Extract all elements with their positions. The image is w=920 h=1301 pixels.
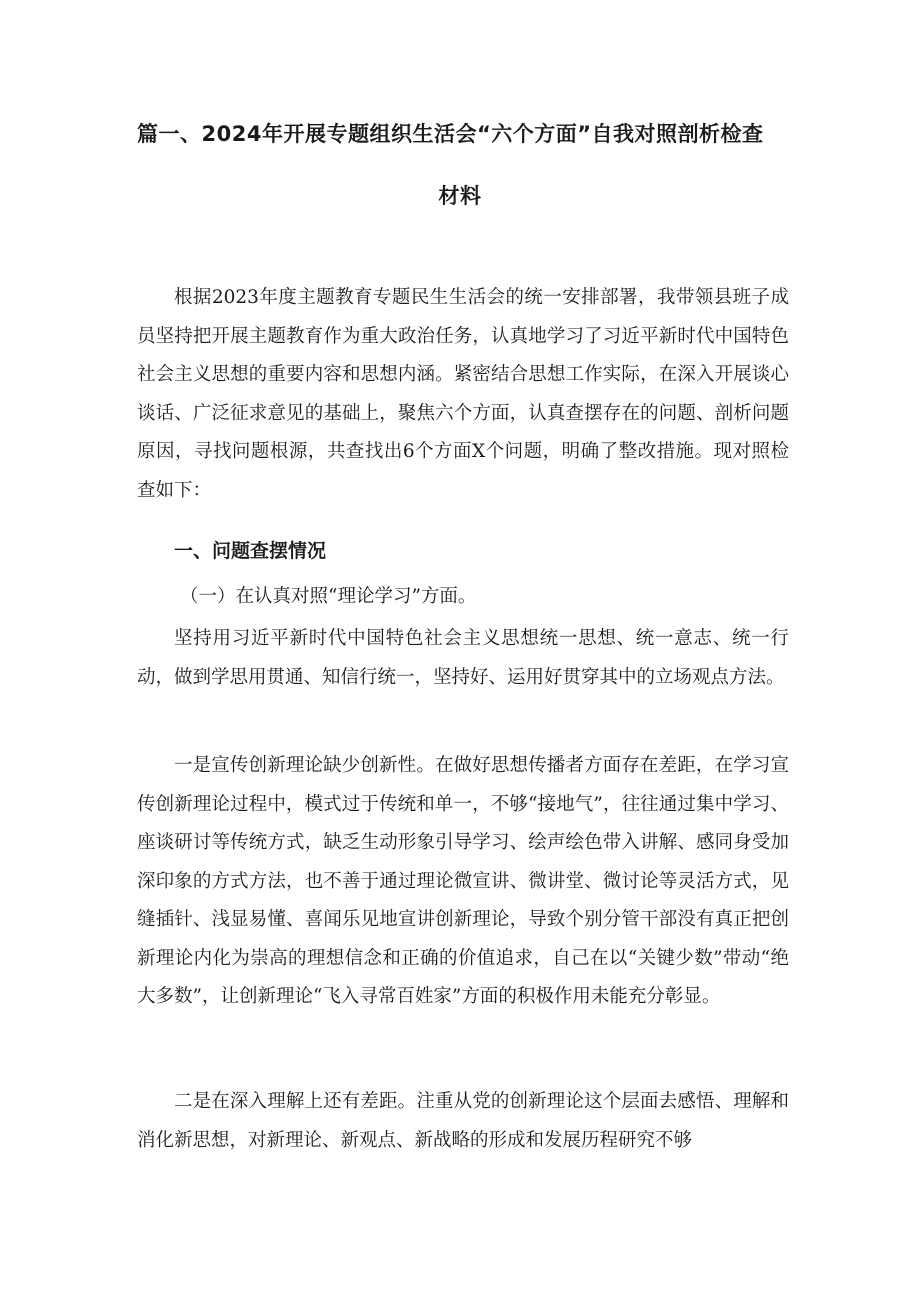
subsection-heading: （一）在认真对照“理论学习”方面。 — [180, 586, 477, 607]
issue-one-paragraph: 一是宣传创新理论缺少创新性。在做好思想传播者方面存在差距，在学习宣传创新理论过程中，模式过于传统和单一，不够“接地气”，往往通过集中学习、座谈研讨等传统方式，缺乏生动形象引导学习、绘声绘色带入讲解、感同身受加深印象的方式方法，也不善于通过理论微宣讲、微讲堂、微讨论等灵活方式，见缝插针、浅显易懂、喜闻乐见地宣讲创新理论，导致个别分管干部没有真正把创新理论内化为崇高的理想信念和正确的价值追求，自己在以“关键少数”带动“绝大多数”，让创新理论“飞入寻常百姓家”方面的积极作用未能充分彰显。 — [137, 755, 789, 1007]
document-title-line1: 篇一、2024年开展专题组织生活会“六个方面”自我对照剖析检查 — [137, 122, 764, 146]
issue-two-paragraph: 二是在深入理解上还有差距。注重从党的创新理论这个层面去感悟、理解和消化新思想，对新理论、新观点、新战略的形成和发展历程研究不够 — [137, 1091, 789, 1151]
section-heading: 一、问题查摆情况 — [174, 540, 327, 562]
theory-paragraph: 坚持用习近平新时代中国特色社会主义思想统一思想、统一意志、统一行动，做到学思用贯通、知信行统一，坚持好、运用好贯穿其中的立场观点方法。 — [137, 628, 789, 688]
document-title-line2: 材料 — [438, 184, 482, 208]
intro-paragraph: 根据2023年度主题教育专题民生生活会的统一安排部署，我带领县班子成员坚持把开展主题教育作为重大政治任务，认真地学习了习近平新时代中国特色社会主义思想的重要内容和思想内涵。紧密结合思想工作实际，在深入开展谈心谈话、广泛征求意见的基础上，聚焦六个方面，认真查摆存在的问题、剖析问题原因，寻找问题根源，共查找出6个方面X个问题，明确了整改措施。现对照检查如下： — [137, 287, 789, 501]
